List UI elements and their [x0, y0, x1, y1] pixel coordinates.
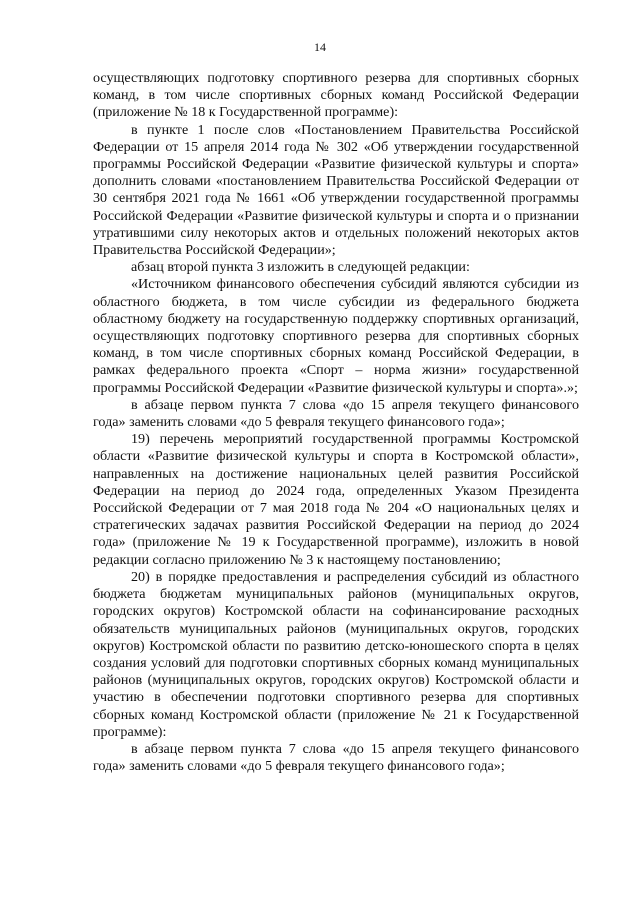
document-body — [93, 70, 579, 775]
page-number: 14 — [314, 40, 326, 54]
paragraph-item-19: 19) перечень мероприятий государственной программы Костромской области «Развитие физической культуры и спорта в Костромской области», направленных на достижение национальных целей развития Российской Федерации на период до 2024 года, определенных Указом Президента Российской Федерации от 7 мая 2018 года № 204 «О национальных целях и стратегических задачах развития Российской Федерации на период до 2024 года» (приложение № 19 к Государственной программе), изложить в новой редакции согласно приложению № 3 к настоящему постановлению; — [93, 431, 579, 568]
paragraph-item-3-new-text: «Источником финансового обеспечения субсидий являются субсидии из областного бюджета, в том числе субсидии из федерального бюджета областному бюджету на государственную поддержку спортивных организаций, осуществляющих подготовку спортивного резерва для спортивных сборных команд, в том числе спортивных сборных команд Российской Федерации, в рамках федерального проекта «Спорт – норма жизни» государственной программы Российской Федерации «Развитие физической культуры и спорта».»; — [93, 276, 579, 396]
paragraph-item-3-intro: абзац второй пункта 3 изложить в следующей редакции: — [131, 259, 470, 276]
paragraph-item-7-amendment-2: в абзаце первом пункта 7 слова «до 15 апреля текущего финансового года» заменить словами «до 5 февраля текущего финансового года»; — [93, 740, 579, 775]
paragraph-item-7-amendment: в абзаце первом пункта 7 слова «до 15 апреля текущего финансового года» заменить словами «до 5 февраля текущего финансового года»; — [93, 396, 579, 431]
paragraph-item-20: 20) в порядке предоставления и распределения субсидий из областного бюджета бюджетам муниципальных районов (муниципальных округов, городских округов) Костромской области на софинансирование расходных обязательств муниципальных районов (муниципальных округов, городских округов) Костромской области по развитию детско-юношеского спорта в целях создания условий для подготовки спортивных сборных команд муниципальных районов (муниципальных округов, городских округов) Костромской области и участию в обеспечении подготовки спортивного резерва для спортивных сборных команд Костромской области (приложение № 21 к Государственной программе): — [93, 568, 579, 740]
paragraph-continuation: осуществляющих подготовку спортивного резерва для спортивных сборных команд, в том числе спортивных сборных команд Российской Федерации (приложение № 18 к Государственной программе): — [93, 70, 579, 121]
paragraph-item-1-amendment: в пункте 1 после слов «Постановлением Правительства Российской Федерации от 15 апреля 2014 года № 302 «Об утверждении государственной программы Российской Федерации «Развитие физической культуры и спорта» дополнить словами «постановлением Правительства Российской Федерации от 30 сентября 2021 года № 1661 «Об утверждении государственной программы Российской Федерации «Развитие физической культуры и спорта и о признании утратившими силу некоторых актов и отдельных положений некоторых актов Правительства Российской Федерации»; — [93, 121, 579, 259]
